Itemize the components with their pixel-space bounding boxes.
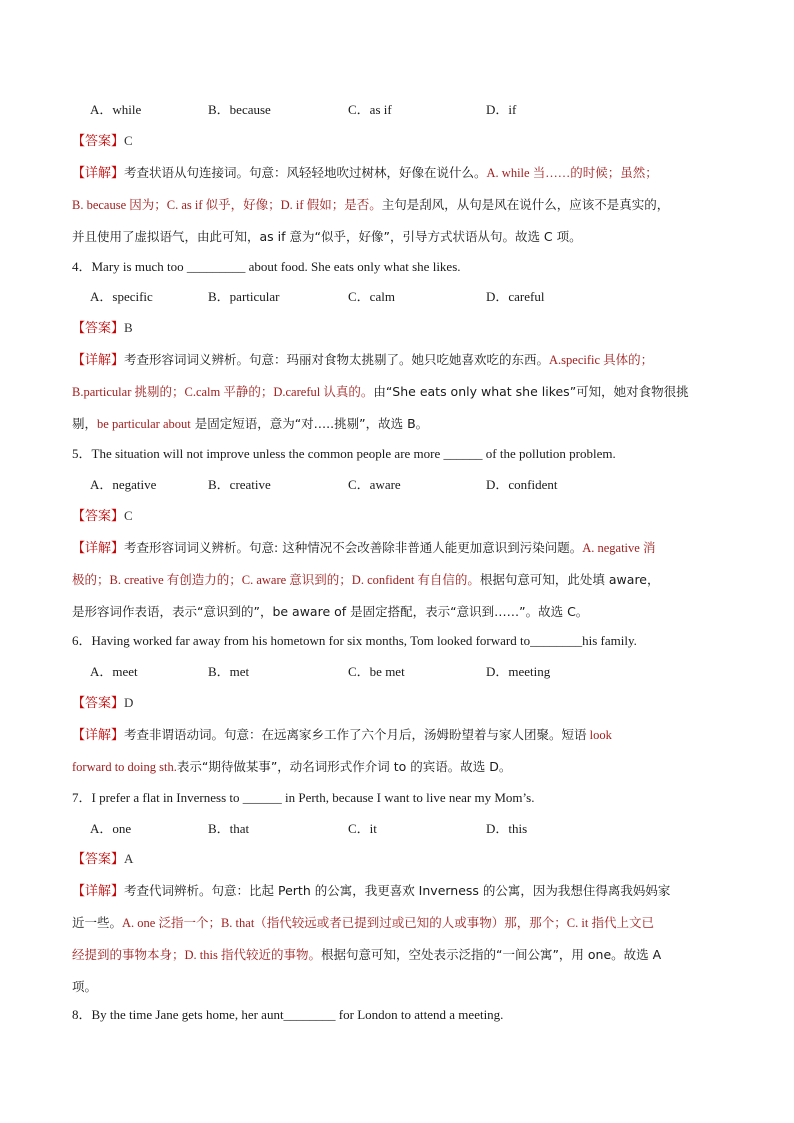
detail-text: 考查代词辨析。句意：比起 Perth 的公寓，我更喜欢 Inverness 的公寓，因为我想住得离我妈妈家 (124, 883, 671, 898)
detail-text: 项。 (72, 979, 98, 994)
answer-tag: 【答案】 (72, 509, 125, 524)
q4-answer (72, 318, 732, 339)
option-d: D．careful (486, 289, 545, 304)
detail-highlight: 经提到的事物本身；D. this 指代较近的事物。 (72, 948, 321, 962)
q6-stem: 6．Having worked far away from his hometown for six months, Tom looked forward to________his family. (72, 633, 637, 648)
option-d: D．this (486, 821, 528, 836)
q5-detail (72, 532, 727, 628)
detail-highlight: look (586, 728, 612, 742)
option-a: A．while (90, 102, 142, 117)
detail-text: 考查非谓语动词。句意：在远离家乡工作了六个月后，汤姆盼望着与家人团聚。短语 (124, 727, 587, 742)
answer-value: B (124, 320, 133, 335)
detail-highlight: A. negative 消 (582, 541, 656, 555)
q5-stem: 5．The situation will not improve unless the common people are more ______ of the pollution problem. (72, 446, 616, 461)
option-c: C．as if (348, 102, 392, 117)
detail-tag: 【详解】 (72, 884, 125, 899)
answer-tag: 【答案】 (72, 134, 125, 149)
answer-value: C (124, 508, 133, 523)
q5-answer (72, 506, 732, 527)
detail-highlight: A. while 当……的时候；虽然； (486, 166, 658, 180)
detail-text: 近一些。 (72, 915, 123, 930)
detail-tag: 【详解】 (72, 353, 125, 368)
detail-highlight: forward to doing sth. (72, 760, 177, 774)
option-b: B．that (208, 821, 250, 836)
option-b: B．creative (208, 477, 271, 492)
option-b: B．particular (208, 289, 280, 304)
answer-tag: 【答案】 (72, 696, 125, 711)
option-b: B．met (208, 664, 250, 679)
q7-stem: 7．I prefer a flat in Inverness to ______ in Perth, because I want to live near my Mom’s. (72, 790, 535, 805)
detail-text: 根据句意可知，空处表示泛指的“一间公寓”，用 one。故选 A (320, 947, 662, 962)
option-b: B．because (208, 102, 271, 117)
q3-answer (72, 131, 732, 152)
q4-options (90, 287, 710, 307)
detail-text: 考查形容词词义辨析。句意：玛丽对食物太挑剔了。她只吃她喜欢吃的东西。 (124, 352, 550, 367)
option-d: D．confident (486, 477, 558, 492)
option-c: C．calm (348, 289, 395, 304)
detail-text: 剔， (72, 416, 98, 431)
option-a: A．meet (90, 664, 138, 679)
option-a: A．one (90, 821, 132, 836)
q3-detail (72, 157, 727, 253)
answer-tag: 【答案】 (72, 852, 125, 867)
detail-highlight: B. because 因为；C. as if 似乎，好像；D. if 假如；是否。 (72, 198, 382, 212)
detail-text: 表示“期待做某事”，动名词形式作介词 to 的宾语。故选 D。 (176, 759, 512, 774)
detail-text: 主句是刮风，从句是风在说什么，应该不是真实的， (381, 197, 670, 212)
detail-tag: 【详解】 (72, 166, 125, 181)
option-c: C．it (348, 821, 377, 836)
detail-highlight: A.specific 具体的； (549, 353, 654, 367)
answer-tag: 【答案】 (72, 321, 125, 336)
detail-text: 考查状语从句连接词。句意：风轻轻地吹过树林，好像在说什么。 (124, 165, 487, 180)
answer-value: D (124, 695, 134, 710)
q7-detail (72, 875, 727, 1003)
answer-value: C (124, 133, 133, 148)
option-c: C．be met (348, 664, 405, 679)
detail-text: 根据句意可知，此处填 aware， (479, 572, 660, 587)
detail-highlight: be particular about (97, 417, 191, 431)
detail-highlight: 极的；B. creative 有创造力的；C. aware 意识到的；D. confident 有自信的。 (72, 573, 480, 587)
q5-options (90, 475, 710, 495)
detail-text: 由“She eats only what she likes”可知，她对食物很挑 (373, 384, 689, 399)
option-c: C．aware (348, 477, 401, 492)
answer-value: A (124, 851, 134, 866)
q6-detail (72, 719, 727, 783)
q6-answer (72, 693, 732, 714)
q3-options (90, 100, 710, 120)
option-d: D．if (486, 102, 517, 117)
q6-options (90, 662, 710, 682)
detail-tag: 【详解】 (72, 728, 125, 743)
detail-text: 是固定短语，意为“对…..挑剔”，故选 B。 (190, 416, 429, 431)
detail-highlight: B.particular 挑剔的；C.calm 平静的；D.careful 认真的。 (72, 385, 374, 399)
q4-detail (72, 344, 727, 440)
detail-highlight: A. one 泛指一个；B. that（指代较远或者已提到过或已知的人或事物）那，那个；C. it 指代上文已 (122, 916, 654, 930)
detail-text: 是形容词作表语，表示“意识到的”，be aware of 是固定搭配，表示“意识到……”。故选 C。 (72, 604, 589, 619)
option-a: A．negative (90, 477, 157, 492)
q7-options (90, 819, 710, 839)
option-a: A．specific (90, 289, 153, 304)
detail-text: 考查形容词词义辨析。句意: 这种情况不会改善除非普通人能更加意识到污染问题。 (124, 540, 583, 555)
q4-stem: 4．Mary is much too _________ about food. She eats only what she likes. (72, 259, 461, 274)
q7-answer (72, 849, 732, 870)
detail-tag: 【详解】 (72, 541, 125, 556)
option-d: D．meeting (486, 664, 551, 679)
q8-stem: 8．By the time Jane gets home, her aunt________ for London to attend a meeting. (72, 1007, 504, 1022)
detail-text: 并且使用了虚拟语气，由此可知，as if 意为“似乎，好像”，引导方式状语从句。故选 C 项。 (72, 229, 582, 244)
